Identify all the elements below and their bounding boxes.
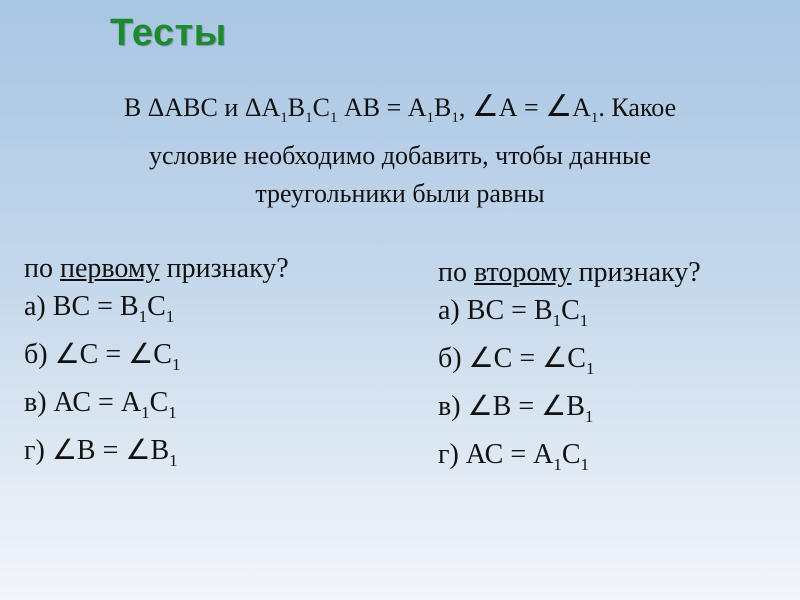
heading-text: по — [438, 257, 474, 288]
angle-icon: ∠ — [545, 90, 573, 123]
question-line-2: условие необходимо добавить, чтобы данные — [148, 141, 652, 171]
second-criterion-heading — [438, 254, 701, 292]
first-criterion-column — [24, 250, 289, 480]
heading-underlined: второму — [473, 257, 572, 288]
option-text: ∠В = ∠В — [44, 435, 170, 466]
answer-option-a[interactable] — [438, 292, 701, 340]
option-text: ∠С = ∠С — [461, 343, 586, 374]
heading-text: по — [24, 253, 60, 284]
option-subscript: 1 — [584, 407, 594, 426]
option-text: ВС = В — [459, 295, 553, 326]
q-text: В ΔАВС и ΔА — [123, 93, 281, 122]
option-letter: а) — [438, 295, 460, 326]
option-subscript: 1 — [553, 455, 562, 474]
option-text: С — [561, 295, 580, 326]
option-subscript: 1 — [138, 307, 148, 326]
option-subscript: 1 — [168, 403, 177, 422]
q-subscript: 1 — [590, 110, 599, 127]
q-subscript: 1 — [305, 110, 313, 127]
q-subscript: 1 — [280, 110, 288, 127]
option-subscript: 1 — [169, 451, 178, 470]
option-text: С — [149, 387, 169, 418]
answer-option-b[interactable] — [24, 336, 289, 384]
answer-option-d[interactable] — [24, 432, 289, 480]
q-text: А — [572, 93, 591, 122]
option-letter: б) — [438, 343, 462, 374]
page-title: Тесты — [110, 12, 227, 54]
option-letter: г) — [438, 439, 459, 470]
answer-option-c[interactable] — [24, 384, 289, 432]
option-subscript: 1 — [580, 455, 590, 474]
option-letter: б) — [24, 339, 48, 370]
q-subscript: 1 — [451, 110, 459, 127]
option-text: ВС = В — [45, 291, 139, 322]
option-subscript: 1 — [171, 355, 181, 374]
angle-icon: ∠ — [471, 90, 499, 123]
option-subscript: 1 — [165, 307, 175, 326]
answer-option-d[interactable] — [438, 436, 701, 484]
q-text: А = — [498, 93, 546, 122]
option-subscript: 1 — [585, 359, 595, 378]
option-subscript: 1 — [141, 403, 150, 422]
second-criterion-column — [438, 254, 701, 484]
option-text: ∠В = ∠В — [460, 391, 585, 422]
option-subscript: 1 — [579, 311, 589, 330]
option-text: АС = А — [46, 387, 142, 418]
q-subscript: 1 — [426, 110, 435, 127]
option-letter: в) — [24, 387, 47, 418]
q-text: В — [434, 93, 452, 122]
q-text: В — [287, 93, 306, 122]
answer-option-c[interactable] — [438, 388, 701, 436]
option-text: АС = А — [458, 439, 554, 470]
option-text: С — [561, 439, 581, 470]
first-criterion-heading — [24, 250, 289, 288]
option-text: С — [147, 291, 166, 322]
q-subscript: 1 — [329, 110, 338, 127]
option-text: ∠С = ∠С — [47, 339, 172, 370]
option-subscript: 1 — [552, 311, 562, 330]
q-text: С — [312, 93, 330, 122]
option-letter: г) — [24, 435, 45, 466]
q-text: . Какое — [598, 93, 677, 122]
option-letter: а) — [24, 291, 46, 322]
q-text: АВ = А — [337, 93, 427, 122]
question-line-1 — [40, 88, 760, 137]
question-text — [40, 88, 760, 213]
answer-option-b[interactable] — [438, 340, 701, 388]
heading-text: признаку? — [159, 253, 289, 284]
heading-text: признаку? — [571, 257, 701, 288]
option-letter: в) — [438, 391, 461, 422]
q-text: , — [458, 93, 472, 122]
question-line-3: треугольники были равны — [255, 179, 545, 209]
heading-underlined: первому — [59, 253, 160, 284]
answer-option-a[interactable] — [24, 288, 289, 336]
